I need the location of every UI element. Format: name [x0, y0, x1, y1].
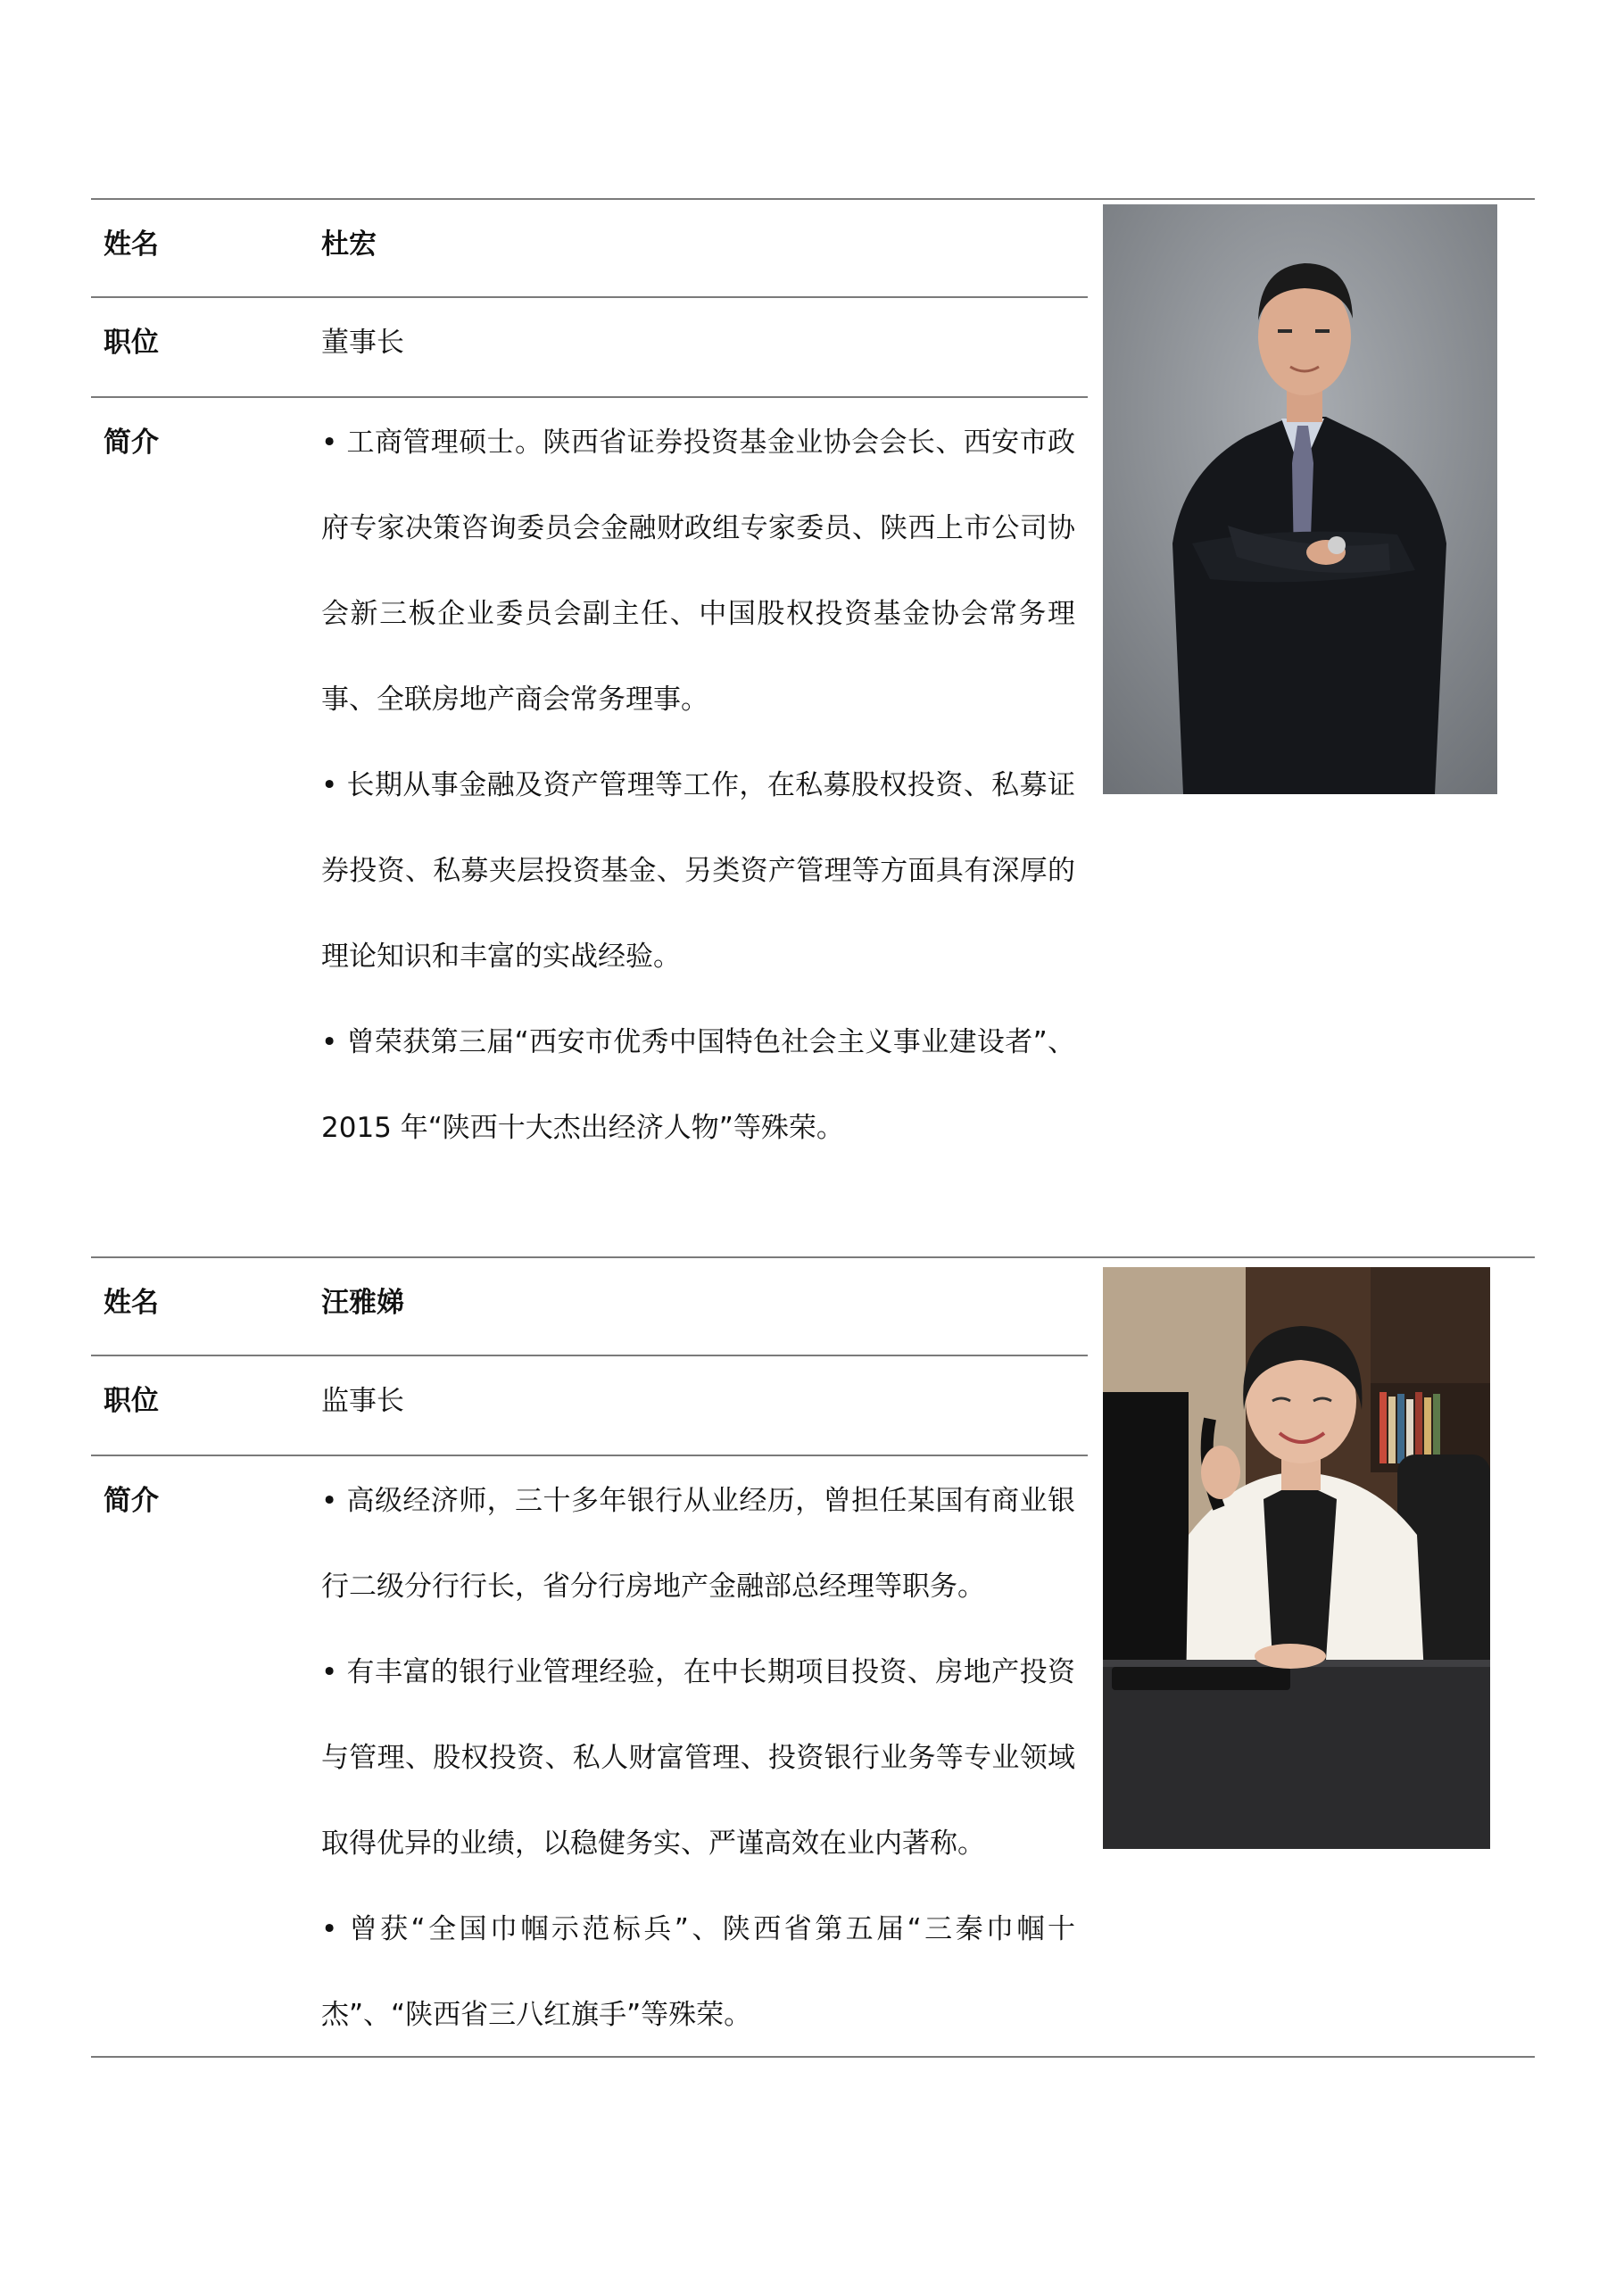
portrait-photo: [1103, 204, 1497, 794]
divider: [91, 296, 1088, 298]
name-value: 杜宏: [321, 228, 377, 261]
divider: [91, 1355, 1088, 1356]
name-label: 姓名: [104, 1287, 159, 1319]
divider: [91, 1256, 1535, 1258]
bio-label: 简介: [104, 1485, 159, 1517]
position-label: 职位: [104, 1385, 159, 1417]
position-value: 董事长: [321, 327, 404, 359]
divider: [91, 198, 1535, 200]
bio-paragraph: • 工商管理硕士。陕西省证券投资基金业协会会长、西安市政府专家决策咨询委员会金融财政组专家委员、陕西上市公司协会新三板企业委员会副主任、中国股权投资基金协会常务理事、全联房地产商会常务理事。: [321, 427, 1075, 716]
divider: [91, 396, 1088, 398]
bio-paragraph: • 曾获“全国巾帼示范标兵”、陕西省第五届“三秦巾帼十杰”、“陕西省三八红旗手”等殊荣。: [321, 1913, 1075, 2031]
bio-text: [321, 400, 1075, 1171]
bio-paragraph: • 高级经济师，三十多年银行从业经历，曾担任某国有商业银行二级分行行长，省分行房地产金融部总经理等职务。: [321, 1485, 1075, 1603]
bio-text: [321, 1458, 1075, 2058]
bio-paragraph: • 曾荣获第三届“西安市优秀中国特色社会主义事业建设者”、2015 年“陕西十大杰出经济人物”等殊荣。: [321, 1026, 1075, 1144]
bio-paragraph: • 长期从事金融及资产管理等工作，在私募股权投资、私募证券投资、私募夹层投资基金、另类资产管理等方面具有深厚的理论知识和丰富的实战经验。: [321, 769, 1075, 973]
bio-paragraph: • 有丰富的银行业管理经验，在中长期项目投资、房地产投资与管理、股权投资、私人财富管理、投资银行业务等专业领域取得优异的业绩，以稳健务实、严谨高效在业内著称。: [321, 1656, 1075, 1860]
bio-label: 简介: [104, 427, 159, 459]
position-value: 监事长: [321, 1385, 404, 1417]
divider: [91, 1455, 1088, 1456]
name-label: 姓名: [104, 228, 159, 261]
divider: [91, 2056, 1535, 2058]
portrait-photo: [1103, 1267, 1490, 1849]
position-label: 职位: [104, 327, 159, 359]
name-value: 汪雅娣: [321, 1287, 404, 1319]
